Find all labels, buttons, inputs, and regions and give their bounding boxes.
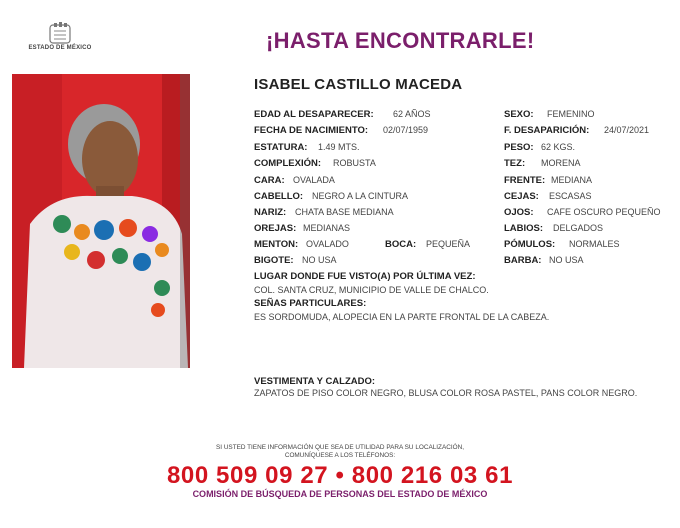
bigote-label: BIGOTE:: [254, 255, 294, 266]
frente-value: MEDIANA: [551, 175, 593, 185]
cabello-label: CABELLO:: [254, 191, 304, 202]
logo-text: ESTADO DE MÉXICO: [28, 45, 92, 51]
lugar-label: LUGAR DONDE FUE VISTO(A) POR ÚLTIMA VEZ:: [254, 271, 476, 282]
person-photo: [12, 74, 190, 368]
cabello-value: NEGRO A LA CINTURA: [312, 191, 409, 201]
complexion-label: COMPLEXIÓN:: [254, 158, 322, 169]
state-emblem-icon: [22, 22, 98, 58]
orejas-value: MEDIANAS: [303, 223, 351, 233]
bigote-value: NO USA: [302, 255, 337, 265]
cejas-label: CEJAS:: [504, 191, 539, 202]
ojos-value: CAFE OSCURO PEQUEÑO: [547, 207, 661, 217]
cara-value: OVALADA: [293, 175, 335, 185]
lugar-value: COL. SANTA CRUZ, MUNICIPIO DE VALLE DE CHALCO.: [254, 285, 489, 295]
cejas-value: ESCASAS: [549, 191, 592, 201]
nacimiento-label: FECHA DE NACIMIENTO:: [254, 125, 368, 136]
cara-label: CARA:: [254, 175, 285, 186]
nariz-value: CHATA BASE MEDIANA: [295, 207, 394, 217]
nariz-label: NARIZ:: [254, 207, 287, 218]
desaparicion-label: F. DESAPARICIÓN:: [504, 125, 590, 136]
vestimenta-value: ZAPATOS DE PISO COLOR NEGRO, BLUSA COLOR ROSA PASTEL, PANS COLOR NEGRO.: [254, 388, 638, 398]
complexion-value: ROBUSTA: [333, 158, 376, 168]
commission-name: COMISIÓN DE BÚSQUEDA DE PERSONAS DEL ESTADO DE MÉXICO: [192, 489, 488, 499]
ojos-label: OJOS:: [504, 207, 534, 218]
nacimiento-value: 02/07/1959: [383, 125, 429, 135]
desaparicion-value: 24/07/2021: [604, 125, 650, 135]
frente-label: FRENTE:: [504, 175, 546, 186]
senas-label: SEÑAS PARTICULARES:: [254, 298, 367, 309]
sexo-label: SEXO:: [504, 109, 534, 120]
labios-label: LABIOS:: [504, 223, 544, 234]
menton-label: MENTON:: [254, 239, 299, 250]
vestimenta-label: VESTIMENTA Y CALZADO:: [254, 376, 376, 387]
sexo-value: FEMENINO: [547, 109, 595, 119]
footer-info-line2: COMUNÍQUESE A LOS TELÉFONOS:: [284, 452, 396, 459]
menton-value: OVALADO: [306, 239, 349, 249]
orejas-label: OREJAS:: [254, 223, 297, 234]
estatura-value: 1.49 MTS.: [318, 142, 360, 152]
peso-value: 62 KGS.: [541, 142, 576, 152]
peso-label: PESO:: [504, 142, 534, 153]
edad-label: EDAD AL DESAPARECER:: [254, 109, 374, 120]
tez-label: TEZ:: [504, 158, 526, 169]
page-title: ¡HASTA ENCONTRARLE!: [266, 28, 535, 53]
phone-numbers: 800 509 09 27 • 800 216 03 61: [166, 462, 514, 489]
footer-info-line1: SI USTED TIENE INFORMACIÓN QUE SEA DE UTILIDAD PARA SU LOCALIZACIÓN,: [216, 444, 464, 451]
barba-value: NO USA: [549, 255, 584, 265]
boca-value: PEQUEÑA: [426, 239, 471, 249]
boca-label: BOCA:: [385, 239, 417, 250]
pomulos-value: NORMALES: [569, 239, 620, 249]
senas-value: ES SORDOMUDA, ALOPECIA EN LA PARTE FRONTAL DE LA CABEZA.: [254, 312, 550, 322]
person-name: ISABEL CASTILLO MACEDA: [254, 76, 463, 93]
edad-value: 62 AÑOS: [393, 109, 431, 119]
tez-value: MORENA: [541, 158, 581, 168]
barba-label: BARBA:: [504, 255, 542, 266]
estatura-label: ESTATURA:: [254, 142, 308, 153]
pomulos-label: PÓMULOS:: [504, 239, 556, 250]
labios-value: DELGADOS: [553, 223, 604, 233]
